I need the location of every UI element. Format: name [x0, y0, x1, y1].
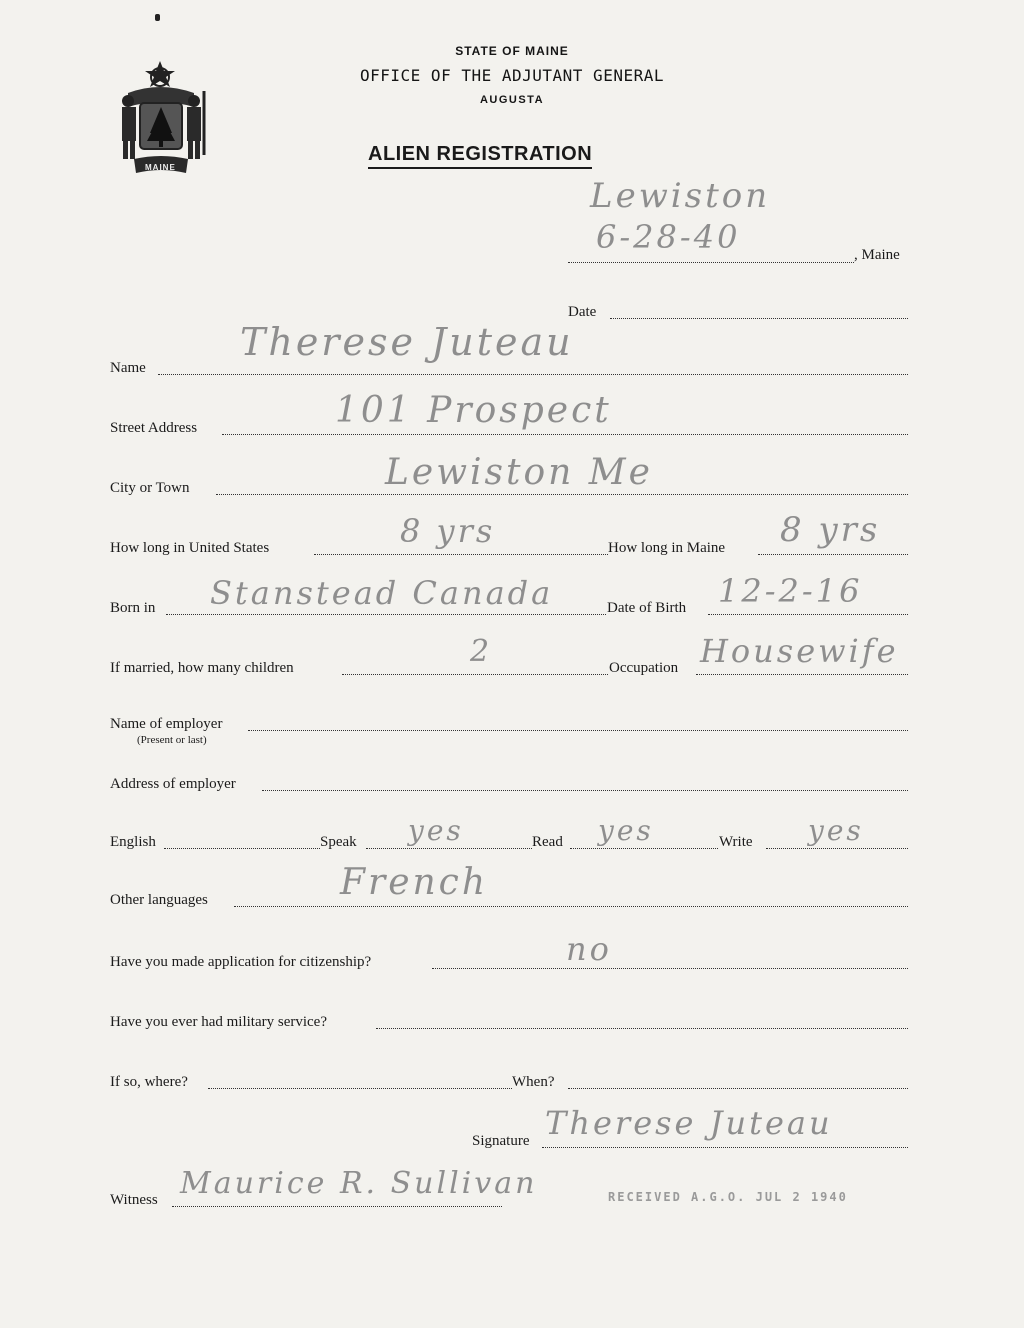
street-address-label: Street Address: [110, 420, 198, 436]
employer-name-line: [248, 730, 908, 731]
handwritten-maine-years: 8 yrs: [780, 510, 881, 550]
handwritten-birthplace: Stanstead Canada: [210, 574, 554, 612]
how-long-maine-line: [758, 554, 908, 555]
citizenship-label: Have you made application for citizenship?: [110, 954, 372, 970]
name-label: Name: [110, 360, 146, 376]
how-long-us-label: How long in United States: [110, 540, 270, 556]
date-label: Date: [568, 304, 597, 320]
handwritten-write: yes: [808, 814, 864, 847]
citizenship-line: [432, 968, 908, 969]
write-line: [766, 848, 908, 849]
street-address-line: [222, 434, 908, 435]
employer-name-note: (Present or last): [137, 734, 207, 746]
town-line: [568, 262, 854, 263]
handwritten-speak: yes: [408, 814, 464, 847]
city-town-line: [216, 494, 908, 495]
handwritten-dob: 12-2-16: [718, 572, 863, 610]
handwritten-date: 6-28-40: [596, 218, 741, 256]
born-in-label: Born in: [110, 600, 156, 616]
military-label: Have you ever had military service?: [110, 1014, 327, 1030]
english-label: English: [110, 834, 156, 850]
children-line: [342, 674, 608, 675]
header-state: STATE OF MAINE: [455, 44, 569, 58]
occupation-line: [696, 674, 908, 675]
handwritten-occupation: Housewife: [700, 632, 899, 670]
maine-suffix: , Maine: [854, 247, 900, 263]
maine-state-seal-icon: [114, 55, 222, 179]
received-stamp: RECEIVED A.G.O. JUL 2 1940: [608, 1190, 848, 1204]
handwritten-us-years: 8 yrs: [400, 512, 496, 550]
read-line: [570, 848, 718, 849]
where-label: If so, where?: [110, 1074, 188, 1090]
handwritten-citizenship: no: [566, 930, 612, 968]
handwritten-name: Therese Juteau: [240, 320, 574, 364]
where-line: [208, 1088, 512, 1089]
name-line: [158, 374, 908, 375]
handwritten-street: 101 Prospect: [335, 390, 612, 431]
date-of-birth-label: Date of Birth: [607, 600, 687, 616]
witness-label: Witness: [110, 1192, 158, 1208]
occupation-label: Occupation: [609, 660, 679, 676]
how-long-us-line: [314, 554, 608, 555]
children-label: If married, how many children: [110, 660, 294, 676]
handwritten-city: Lewiston Me: [385, 452, 653, 493]
header-office: OFFICE OF THE ADJUTANT GENERAL: [360, 66, 664, 85]
handwritten-other-languages: French: [340, 862, 489, 903]
other-languages-line: [234, 906, 908, 907]
date-of-birth-line: [708, 614, 908, 615]
handwritten-read: yes: [598, 814, 654, 847]
employer-address-line: [262, 790, 908, 791]
speak-label: Speak: [320, 834, 357, 850]
military-line: [376, 1028, 908, 1029]
read-label: Read: [532, 834, 563, 850]
when-line: [568, 1088, 908, 1089]
date-line: [610, 318, 908, 319]
seal-banner-text: MAINE: [145, 163, 176, 172]
handwritten-town: Lewiston: [590, 176, 771, 216]
handwritten-signature: Therese Juteau: [545, 1104, 833, 1142]
handwritten-children: 2: [470, 634, 493, 669]
english-line: [164, 848, 320, 849]
when-label: When?: [512, 1074, 555, 1090]
handwritten-witness: Maurice R. Sullivan: [180, 1166, 538, 1201]
employer-name-label: Name of employer: [110, 716, 223, 732]
signature-line: [542, 1147, 908, 1148]
write-label: Write: [719, 834, 753, 850]
ink-mark: [155, 14, 160, 21]
born-in-line: [166, 614, 606, 615]
header-city: AUGUSTA: [479, 94, 545, 106]
speak-line: [366, 848, 532, 849]
form-title: ALIEN REGISTRATION: [368, 143, 592, 169]
city-town-label: City or Town: [110, 480, 190, 496]
employer-address-label: Address of employer: [110, 776, 236, 792]
signature-label: Signature: [472, 1133, 530, 1149]
other-languages-label: Other languages: [110, 892, 208, 908]
witness-line: [172, 1206, 502, 1207]
how-long-maine-label: How long in Maine: [608, 540, 726, 556]
